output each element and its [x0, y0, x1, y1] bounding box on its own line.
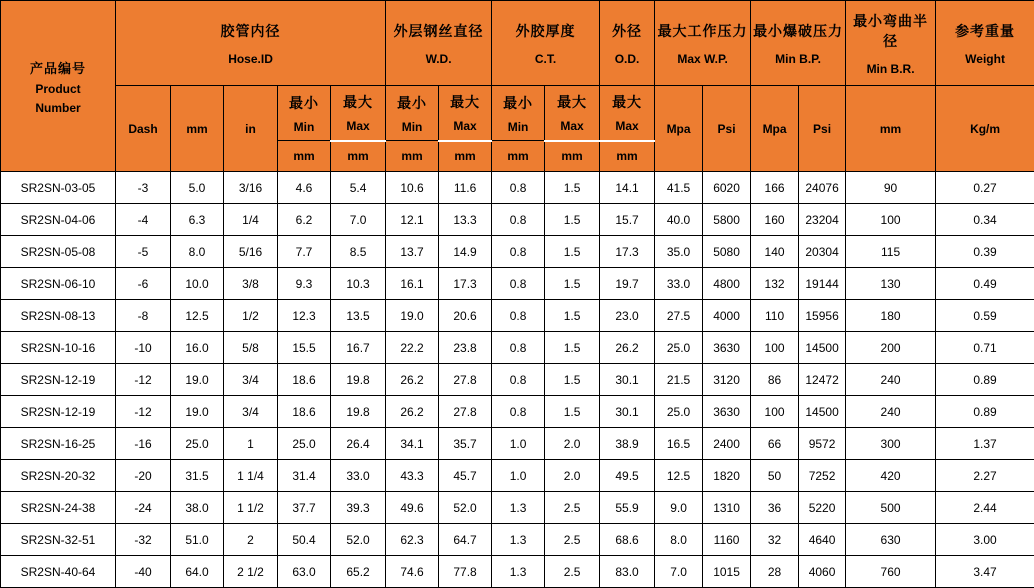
spec-value-cell: 2.5: [545, 492, 600, 524]
spec-value-cell: 21.5: [655, 364, 703, 396]
spec-value-cell: 1.0: [492, 460, 545, 492]
spec-value-cell: 160: [751, 204, 799, 236]
subheader-ct-min: 最小 Min: [492, 86, 545, 141]
spec-value-cell: 13.7: [386, 236, 439, 268]
spec-value-cell: 19.0: [171, 396, 224, 428]
spec-value-cell: 420: [846, 460, 936, 492]
spec-value-cell: 3/16: [224, 172, 278, 204]
product-number-cell: SR2SN-08-13: [1, 300, 116, 332]
spec-value-cell: 52.0: [439, 492, 492, 524]
table-row: [1, 556, 1034, 588]
header-product-number-en1: Product: [1, 82, 115, 96]
spec-value-cell: 12.1: [386, 204, 439, 236]
spec-value-cell: 27.8: [439, 396, 492, 428]
spec-value-cell: 6.3: [171, 204, 224, 236]
header-group-wire-diameter: 外层钢丝直径 W.D.: [386, 1, 492, 86]
spec-value-cell: 1.0: [492, 428, 545, 460]
spec-value-cell: 5/16: [224, 236, 278, 268]
spec-value-cell: 0.8: [492, 204, 545, 236]
spec-value-cell: 1.3: [492, 556, 545, 588]
spec-value-cell: 3/4: [224, 364, 278, 396]
spec-value-cell: 4060: [799, 556, 846, 588]
spec-value-cell: 0.8: [492, 332, 545, 364]
spec-value-cell: 14500: [799, 332, 846, 364]
spec-value-cell: 0.89: [936, 364, 1034, 396]
spec-value-cell: 35.0: [655, 236, 703, 268]
spec-value-cell: 3630: [703, 332, 751, 364]
spec-value-cell: 2.44: [936, 492, 1034, 524]
product-number-cell: SR2SN-20-32: [1, 460, 116, 492]
spec-value-cell: 33.0: [655, 268, 703, 300]
header-group-hose-id: 胶管内径 Hose.ID: [116, 1, 386, 86]
spec-value-cell: 26.4: [331, 428, 386, 460]
spec-value-cell: 24076: [799, 172, 846, 204]
spec-value-cell: 83.0: [600, 556, 655, 588]
spec-value-cell: 1310: [703, 492, 751, 524]
spec-value-cell: -10: [116, 332, 171, 364]
spec-value-cell: 51.0: [171, 524, 224, 556]
spec-value-cell: 1.5: [545, 300, 600, 332]
spec-value-cell: 19.7: [600, 268, 655, 300]
spec-value-cell: 110: [751, 300, 799, 332]
spec-value-cell: 3/4: [224, 396, 278, 428]
spec-value-cell: -4: [116, 204, 171, 236]
spec-value-cell: 1.3: [492, 524, 545, 556]
spec-value-cell: 10.6: [386, 172, 439, 204]
spec-value-cell: 25.0: [278, 428, 331, 460]
spec-value-cell: 7.7: [278, 236, 331, 268]
header-group-min-bend-radius: 最小弯曲半径 Min B.R.: [846, 1, 936, 86]
spec-value-cell: 14.9: [439, 236, 492, 268]
unitheader-ct-max-mm: mm: [545, 141, 600, 172]
spec-value-cell: 16.7: [331, 332, 386, 364]
table-row: [1, 268, 1034, 300]
subheader-bp-mpa: Mpa: [751, 86, 799, 172]
spec-value-cell: 49.5: [600, 460, 655, 492]
spec-value-cell: 16.1: [386, 268, 439, 300]
spec-value-cell: 20304: [799, 236, 846, 268]
spec-value-cell: 7252: [799, 460, 846, 492]
spec-value-cell: 5080: [703, 236, 751, 268]
spec-value-cell: 1: [224, 428, 278, 460]
spec-value-cell: 2.0: [545, 428, 600, 460]
header-group-cover-thickness: 外胶厚度 C.T.: [492, 1, 600, 86]
spec-value-cell: 3120: [703, 364, 751, 396]
spec-value-cell: 18.6: [278, 396, 331, 428]
spec-value-cell: 16.0: [171, 332, 224, 364]
spec-value-cell: 20.6: [439, 300, 492, 332]
spec-value-cell: 0.34: [936, 204, 1034, 236]
spec-value-cell: 41.5: [655, 172, 703, 204]
spec-value-cell: 55.9: [600, 492, 655, 524]
spec-value-cell: 74.6: [386, 556, 439, 588]
spec-value-cell: 630: [846, 524, 936, 556]
spec-value-cell: 760: [846, 556, 936, 588]
spec-value-cell: 34.1: [386, 428, 439, 460]
spec-value-cell: 43.3: [386, 460, 439, 492]
subheader-id-in: in: [224, 86, 278, 172]
spec-value-cell: 23.0: [600, 300, 655, 332]
spec-value-cell: 18.6: [278, 364, 331, 396]
spec-value-cell: 166: [751, 172, 799, 204]
spec-value-cell: 12.5: [655, 460, 703, 492]
spec-value-cell: 27.5: [655, 300, 703, 332]
spec-value-cell: 8.5: [331, 236, 386, 268]
subheader-ct-max: 最大 Max: [545, 86, 600, 141]
subheader-weight-kgm: Kg/m: [936, 86, 1034, 172]
header-group-max-working-pressure: 最大工作压力 Max W.P.: [655, 1, 751, 86]
subheader-id-min: 最小 Min: [278, 86, 331, 141]
table-row: [1, 428, 1034, 460]
spec-value-cell: 13.5: [331, 300, 386, 332]
spec-value-cell: 0.71: [936, 332, 1034, 364]
spec-value-cell: 64.0: [171, 556, 224, 588]
spec-value-cell: 14500: [799, 396, 846, 428]
table-row: [1, 492, 1034, 524]
product-number-cell: SR2SN-32-51: [1, 524, 116, 556]
spec-value-cell: 27.8: [439, 364, 492, 396]
spec-value-cell: 1 1/4: [224, 460, 278, 492]
spec-value-cell: 0.8: [492, 396, 545, 428]
header-product-number-en2: Number: [1, 101, 115, 115]
spec-value-cell: 8.0: [655, 524, 703, 556]
spec-value-cell: 6.2: [278, 204, 331, 236]
table-row: [1, 524, 1034, 556]
spec-value-cell: 12472: [799, 364, 846, 396]
spec-value-cell: 30.1: [600, 364, 655, 396]
product-number-cell: SR2SN-05-08: [1, 236, 116, 268]
spec-value-cell: 0.8: [492, 300, 545, 332]
spec-value-cell: -20: [116, 460, 171, 492]
spec-value-cell: 15956: [799, 300, 846, 332]
spec-value-cell: 7.0: [655, 556, 703, 588]
spec-value-cell: -32: [116, 524, 171, 556]
spec-value-cell: 0.59: [936, 300, 1034, 332]
spec-value-cell: 3.00: [936, 524, 1034, 556]
spec-value-cell: 1.5: [545, 364, 600, 396]
spec-value-cell: 17.3: [439, 268, 492, 300]
spec-value-cell: 1160: [703, 524, 751, 556]
spec-value-cell: 3/8: [224, 268, 278, 300]
spec-value-cell: 19.0: [386, 300, 439, 332]
spec-value-cell: 4.6: [278, 172, 331, 204]
spec-value-cell: 1.5: [545, 332, 600, 364]
spec-value-cell: 3630: [703, 396, 751, 428]
spec-value-cell: 32: [751, 524, 799, 556]
spec-value-cell: 19.8: [331, 396, 386, 428]
spec-value-cell: 9.3: [278, 268, 331, 300]
spec-value-cell: 1/4: [224, 204, 278, 236]
spec-value-cell: 2.5: [545, 556, 600, 588]
product-number-cell: SR2SN-03-05: [1, 172, 116, 204]
product-number-cell: SR2SN-06-10: [1, 268, 116, 300]
spec-value-cell: 200: [846, 332, 936, 364]
spec-value-cell: 0.49: [936, 268, 1034, 300]
spec-value-cell: 100: [751, 396, 799, 428]
spec-value-cell: 132: [751, 268, 799, 300]
unitheader-wd-min-mm: mm: [386, 141, 439, 172]
header-group-min-burst-pressure: 最小爆破压力 Min B.P.: [751, 1, 846, 86]
spec-value-cell: 500: [846, 492, 936, 524]
header-product-number-zh: 产品编号: [1, 58, 115, 77]
spec-value-cell: 19.0: [171, 364, 224, 396]
spec-value-cell: 35.7: [439, 428, 492, 460]
spec-value-cell: 39.3: [331, 492, 386, 524]
spec-value-cell: 3.47: [936, 556, 1034, 588]
product-number-cell: SR2SN-04-06: [1, 204, 116, 236]
spec-value-cell: 45.7: [439, 460, 492, 492]
spec-value-cell: 1.5: [545, 236, 600, 268]
spec-value-cell: 140: [751, 236, 799, 268]
spec-value-cell: 62.3: [386, 524, 439, 556]
spec-value-cell: 9.0: [655, 492, 703, 524]
spec-value-cell: 50: [751, 460, 799, 492]
subheader-id-mm: mm: [171, 86, 224, 172]
spec-value-cell: 1.37: [936, 428, 1034, 460]
spec-value-cell: 5800: [703, 204, 751, 236]
table-row: [1, 172, 1034, 204]
spec-value-cell: 31.5: [171, 460, 224, 492]
spec-value-cell: 180: [846, 300, 936, 332]
spec-value-cell: 4000: [703, 300, 751, 332]
spec-value-cell: 2.27: [936, 460, 1034, 492]
spec-value-cell: 77.8: [439, 556, 492, 588]
spec-value-cell: 0.27: [936, 172, 1034, 204]
table-row: [1, 236, 1034, 268]
unitheader-ct-min-mm: mm: [492, 141, 545, 172]
spec-value-cell: 11.6: [439, 172, 492, 204]
unitheader-od-max-mm: mm: [600, 141, 655, 172]
table-row: [1, 300, 1034, 332]
spec-value-cell: 2400: [703, 428, 751, 460]
spec-value-cell: 33.0: [331, 460, 386, 492]
subheader-wd-min: 最小 Min: [386, 86, 439, 141]
spec-value-cell: 5/8: [224, 332, 278, 364]
spec-value-cell: 26.2: [386, 364, 439, 396]
spec-value-cell: 26.2: [600, 332, 655, 364]
spec-value-cell: 6020: [703, 172, 751, 204]
spec-value-cell: 240: [846, 396, 936, 428]
spec-value-cell: 1.5: [545, 172, 600, 204]
product-number-cell: SR2SN-10-16: [1, 332, 116, 364]
spec-table-body: [1, 172, 1034, 588]
spec-value-cell: 14.1: [600, 172, 655, 204]
spec-value-cell: 68.6: [600, 524, 655, 556]
spec-value-cell: 130: [846, 268, 936, 300]
spec-value-cell: 13.3: [439, 204, 492, 236]
spec-value-cell: 4800: [703, 268, 751, 300]
header-product-number: [1, 1, 116, 172]
spec-value-cell: 31.4: [278, 460, 331, 492]
spec-value-cell: 5.0: [171, 172, 224, 204]
spec-value-cell: 40.0: [655, 204, 703, 236]
table-row: [1, 204, 1034, 236]
spec-value-cell: 25.0: [655, 332, 703, 364]
spec-value-cell: 100: [846, 204, 936, 236]
spec-value-cell: 17.3: [600, 236, 655, 268]
spec-value-cell: 38.9: [600, 428, 655, 460]
spec-value-cell: 19.8: [331, 364, 386, 396]
spec-value-cell: 25.0: [655, 396, 703, 428]
spec-value-cell: 86: [751, 364, 799, 396]
spec-value-cell: -40: [116, 556, 171, 588]
spec-value-cell: 1.5: [545, 204, 600, 236]
unitheader-id-max-mm: mm: [331, 141, 386, 172]
product-number-cell: SR2SN-16-25: [1, 428, 116, 460]
spec-value-cell: 7.0: [331, 204, 386, 236]
table-row: [1, 396, 1034, 428]
spec-value-cell: 1015: [703, 556, 751, 588]
spec-value-cell: 2 1/2: [224, 556, 278, 588]
spec-value-cell: 52.0: [331, 524, 386, 556]
spec-value-cell: 65.2: [331, 556, 386, 588]
spec-table-header: [1, 1, 1034, 172]
subheader-dash: Dash: [116, 86, 171, 172]
spec-value-cell: 0.8: [492, 172, 545, 204]
subheader-wd-max: 最大 Max: [439, 86, 492, 141]
spec-value-cell: 1/2: [224, 300, 278, 332]
product-number-cell: SR2SN-40-64: [1, 556, 116, 588]
subheader-bp-psi: Psi: [799, 86, 846, 172]
spec-value-cell: 12.5: [171, 300, 224, 332]
spec-value-cell: 49.6: [386, 492, 439, 524]
spec-value-cell: 28: [751, 556, 799, 588]
spec-value-cell: 1.5: [545, 396, 600, 428]
subheader-id-max: 最大 Max: [331, 86, 386, 141]
spec-value-cell: 64.7: [439, 524, 492, 556]
spec-value-cell: 22.2: [386, 332, 439, 364]
spec-value-cell: 0.8: [492, 268, 545, 300]
spec-value-cell: -12: [116, 364, 171, 396]
spec-value-cell: -24: [116, 492, 171, 524]
spec-value-cell: -3: [116, 172, 171, 204]
subheader-wp-mpa: Mpa: [655, 86, 703, 172]
spec-value-cell: 30.1: [600, 396, 655, 428]
spec-value-cell: 100: [751, 332, 799, 364]
spec-value-cell: 9572: [799, 428, 846, 460]
spec-value-cell: 16.5: [655, 428, 703, 460]
spec-value-cell: 2.0: [545, 460, 600, 492]
spec-value-cell: 19144: [799, 268, 846, 300]
spec-value-cell: -12: [116, 396, 171, 428]
spec-value-cell: 115: [846, 236, 936, 268]
spec-value-cell: 50.4: [278, 524, 331, 556]
spec-value-cell: -16: [116, 428, 171, 460]
spec-value-cell: 1.3: [492, 492, 545, 524]
spec-value-cell: 2.5: [545, 524, 600, 556]
spec-value-cell: 0.39: [936, 236, 1034, 268]
unitheader-id-min-mm: mm: [278, 141, 331, 172]
spec-value-cell: 37.7: [278, 492, 331, 524]
spec-value-cell: -5: [116, 236, 171, 268]
subheader-wp-psi: Psi: [703, 86, 751, 172]
spec-value-cell: 63.0: [278, 556, 331, 588]
spec-value-cell: 4640: [799, 524, 846, 556]
spec-value-cell: 300: [846, 428, 936, 460]
spec-value-cell: 38.0: [171, 492, 224, 524]
spec-value-cell: 240: [846, 364, 936, 396]
unitheader-wd-max-mm: mm: [439, 141, 492, 172]
spec-value-cell: 15.5: [278, 332, 331, 364]
table-row: [1, 332, 1034, 364]
spec-value-cell: 10.3: [331, 268, 386, 300]
spec-value-cell: 1820: [703, 460, 751, 492]
spec-value-cell: 0.8: [492, 364, 545, 396]
spec-value-cell: 8.0: [171, 236, 224, 268]
product-number-cell: SR2SN-24-38: [1, 492, 116, 524]
spec-value-cell: -6: [116, 268, 171, 300]
spec-value-cell: 26.2: [386, 396, 439, 428]
spec-value-cell: -8: [116, 300, 171, 332]
spec-value-cell: 15.7: [600, 204, 655, 236]
spec-value-cell: 36: [751, 492, 799, 524]
product-number-cell: SR2SN-12-19: [1, 364, 116, 396]
table-row: [1, 460, 1034, 492]
spec-value-cell: 5.4: [331, 172, 386, 204]
header-group-weight: 参考重量 Weight: [936, 1, 1034, 86]
product-number-cell: SR2SN-12-19: [1, 396, 116, 428]
spec-value-cell: 12.3: [278, 300, 331, 332]
spec-value-cell: 5220: [799, 492, 846, 524]
spec-value-cell: 0.89: [936, 396, 1034, 428]
spec-value-cell: 2: [224, 524, 278, 556]
spec-value-cell: 1.5: [545, 268, 600, 300]
header-group-outer-diameter: 外径 O.D.: [600, 1, 655, 86]
spec-value-cell: 25.0: [171, 428, 224, 460]
table-row: [1, 364, 1034, 396]
spec-value-cell: 23204: [799, 204, 846, 236]
spec-value-cell: 0.8: [492, 236, 545, 268]
spec-value-cell: 10.0: [171, 268, 224, 300]
spec-value-cell: 23.8: [439, 332, 492, 364]
spec-value-cell: 66: [751, 428, 799, 460]
subheader-br-mm: mm: [846, 86, 936, 172]
subheader-od-max: 最大 Max: [600, 86, 655, 141]
spec-value-cell: 1 1/2: [224, 492, 278, 524]
spec-value-cell: 90: [846, 172, 936, 204]
